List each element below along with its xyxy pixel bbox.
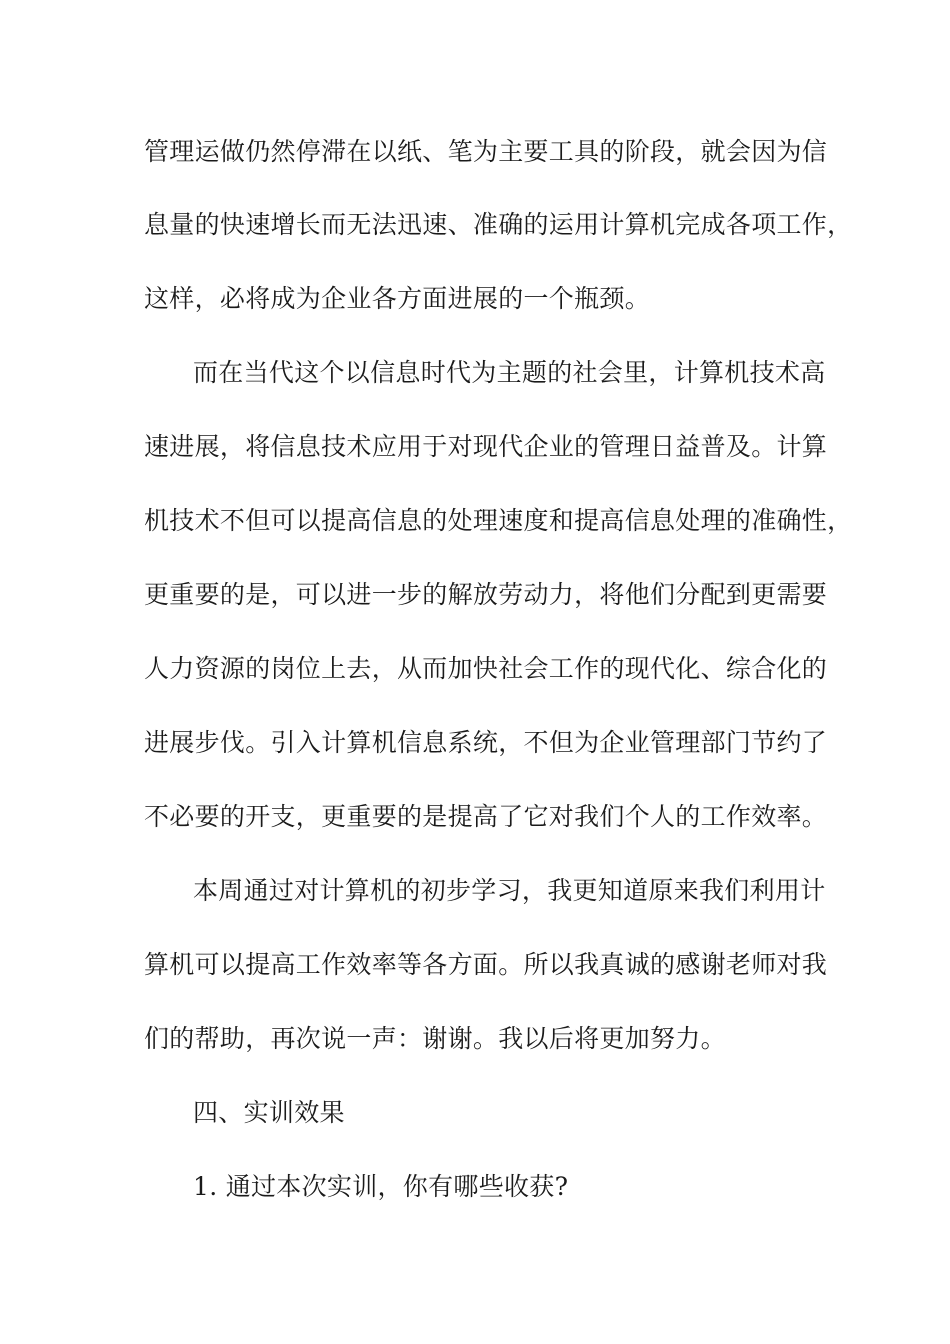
text-line-3: 这样，必将成为企业各方面进展的一个瓶颈。: [144, 284, 651, 313]
text-line-13: 们的帮助，再次说一声：谢谢。我以后将更加努力。: [144, 1024, 726, 1053]
text-line-6: 机技术不但可以提高信息的处理速度和提高信息处理的准确性，: [144, 506, 853, 535]
text-line-7: 更重要的是，可以进一步的解放劳动力，将他们分配到更需要: [144, 580, 828, 609]
question-item: 1. 通过本次实训，你有哪些收获?: [193, 1172, 569, 1201]
text-line-4: 而在当代这个以信息时代为主题的社会里，计算机技术高: [193, 358, 826, 387]
text-line-10: 不必要的开支，更重要的是提高了它对我们个人的工作效率。: [144, 802, 828, 831]
text-line-1: 管理运做仍然停滞在以纸、笔为主要工具的阶段，就会因为信: [144, 137, 828, 166]
text-line-12: 算机可以提高工作效率等各方面。所以我真诚的感谢老师对我: [144, 950, 828, 979]
text-line-2: 息量的快速增长而无法迅速、准确的运用计算机完成各项工作，: [144, 210, 853, 239]
text-line-8: 人力资源的岗位上去，从而加快社会工作的现代化、综合化的: [144, 654, 828, 683]
text-line-11: 本周通过对计算机的初步学习，我更知道原来我们利用计: [193, 876, 826, 905]
text-line-5: 速进展，将信息技术应用于对现代企业的管理日益普及。计算: [144, 432, 828, 461]
text-line-9: 进展步伐。引入计算机信息系统，不但为企业管理部门节约了: [144, 728, 828, 757]
section-heading: 四、实训效果: [193, 1098, 345, 1127]
